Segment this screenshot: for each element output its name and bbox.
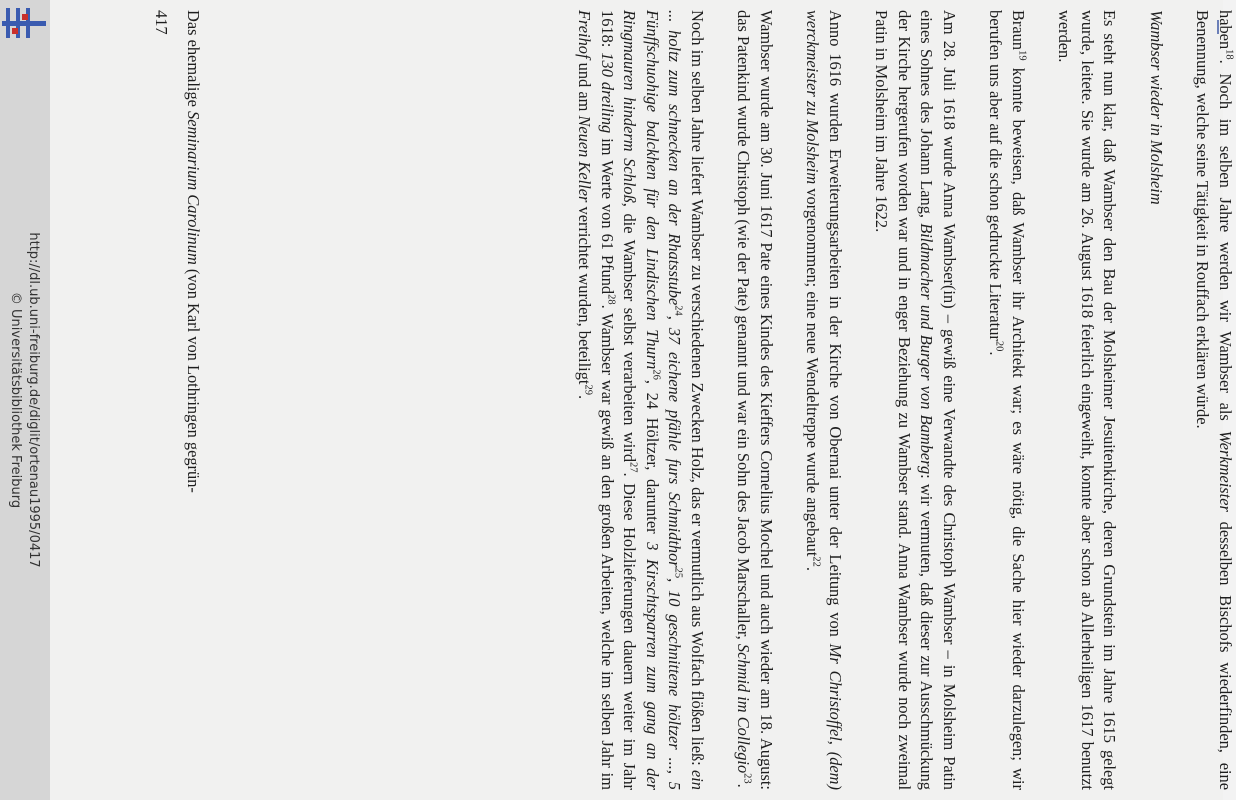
footnote-ref: 29 xyxy=(582,384,594,395)
text-segment: haben xyxy=(1216,10,1235,50)
university-logo-icon[interactable] xyxy=(2,4,46,50)
text-segment: . xyxy=(986,351,1006,356)
text-segment: Neuen Keller xyxy=(575,115,595,203)
page-number: 417 xyxy=(152,10,171,35)
text-segment: . xyxy=(803,566,823,572)
source-url[interactable]: http://dl.ub.uni-freiburg.de/diglit/ortenau1995/0417 xyxy=(26,232,41,568)
text-segment: verrichtet wurden, beteiligt xyxy=(575,202,595,385)
text-segment: . xyxy=(575,394,595,400)
footnote-ref: 25 xyxy=(672,567,684,579)
sidebar-source-text xyxy=(6,232,42,567)
text-segment: Das ehemalige xyxy=(184,10,203,112)
paragraph xyxy=(1053,10,1121,790)
footnote-ref: 28 xyxy=(605,294,617,305)
copyright-notice: © Universitätsbibliothek Freiburg xyxy=(8,291,23,509)
text-segment: . Diese Holzlieferungen dauern weiter im Jahr 1618: xyxy=(598,10,640,790)
text-segment: , 10 geschnittene höltzer ..., 5 Fünffschuohige balckhen für den Lindischen Thurn xyxy=(643,10,685,790)
text-body xyxy=(573,10,1236,790)
text-segment: . Wambser war gewiß an den großen Arbeiten, welche im selben Jahr im xyxy=(598,304,617,790)
text-segment: im Werte von 61 Pfund xyxy=(598,133,617,295)
text-segment: ein ... holtz zum schnecken an der Rhatsstube xyxy=(665,10,707,790)
text-segment: Es steht nun klar, daß Wambser den Bau der Molsheimer Jesuitenkirche, deren Grundstein im Jahre 1615 gelegt wurde, leitete. Sie wurde am 26. August 1618 feierlich eingeweiht, konnte aber schon ab Allerheiligen 1617 benutzt werden. xyxy=(1055,10,1120,790)
text-segment: , 24 Höltzer, darunter xyxy=(643,379,662,543)
text-segment: Wambser wurde am 30. Juni 1617 Pate eines Kindes des Kieffers Cornelius Mochel und auch wieder am 18. August: das Patenkind wurde Christoph (wie der Pate) genannt und war ein Sohn des Jacob Marschaller, xyxy=(734,10,776,790)
footnote-ref: 23 xyxy=(741,773,753,784)
text-segment: vorgenommen; eine neue Wendeltreppe wurde angebaut xyxy=(803,184,823,557)
text-segment: Werkmeister xyxy=(1216,430,1235,512)
paragraph xyxy=(1191,10,1236,790)
section-heading xyxy=(1145,10,1168,790)
text-segment: (von Karl von Lothringen gegrün- xyxy=(184,264,203,493)
paragraph xyxy=(984,10,1029,790)
text-segment: und am xyxy=(575,58,595,116)
text-segment: desselben Bischofs wiederfinden, eine Benennung, welche seine Tätigkeit in Rouffach erklären würde. xyxy=(1193,10,1235,790)
footnote-ref: 19 xyxy=(1016,50,1028,61)
page-content-rotated xyxy=(136,10,1236,790)
text-segment: Freihof xyxy=(575,10,595,59)
text-segment: : wir vermuten, daß dieser zur Ausschmückung der Kirche hergerufen worden war und in enger Beziehung zu Wambser stand. Anna Wambser wurde noch zweimal Patin in Molsheim im Jahre 1622. xyxy=(872,10,937,790)
text-segment: , die Wambser selbst verarbeiten wird xyxy=(620,202,640,463)
document-page xyxy=(50,0,1235,800)
text-segment: Braun xyxy=(1009,10,1028,51)
paragraph xyxy=(573,10,708,790)
footnote-ref: 27 xyxy=(627,462,639,473)
paragraph xyxy=(801,10,846,790)
footnote-ref: 18 xyxy=(1223,49,1235,60)
text-segment: Wambser wieder in Molsheim xyxy=(1147,10,1166,205)
text-segment: Schmid im Collegio xyxy=(734,643,754,774)
text-segment: Seminarium Carolinum xyxy=(184,111,203,265)
last-line xyxy=(182,10,205,790)
footnote-ref: 26 xyxy=(650,369,662,380)
text-segment: konnte beweisen, daß Wambser ihr Architekt war; es wäre nötig, die Sache hier wieder darzulegen; wir berufen uns aber auf die schon gedruckte Literatur xyxy=(986,10,1028,790)
text-segment: Anno 1616 wurden Erweiterungsarbeiten in der Kirche von Obernai unter der Leitung von xyxy=(826,10,845,644)
text-segment: 130 dreiling xyxy=(598,52,617,134)
text-segment: , 37 eichene pfähle furs Schmidthor xyxy=(665,315,685,568)
paragraph xyxy=(732,10,777,790)
footnote-ref: 20 xyxy=(993,340,1005,352)
paragraph xyxy=(870,10,960,790)
text-segment: 3 Kirschtsparren zum gang an der Ringmauren hinderm Schloß xyxy=(620,10,662,790)
footnote-ref: 24 xyxy=(672,305,684,316)
text-segment: . Noch im selben Jahre werden wir Wambser als xyxy=(1216,59,1235,431)
text-segment: Bildmacher und Burger von Bamberg xyxy=(917,223,937,475)
viewer-sidebar xyxy=(0,0,50,800)
text-segment: Mr Christoffel, (dem) werckmeister zu Molsheim xyxy=(803,10,845,790)
text-segment: . xyxy=(734,783,754,788)
text-segment: Am 28. Juli 1618 wurde Anna Wambser(in) – gewiß eine Verwandte des Christoph Wambser – in Molsheim Patin eines Sohnes des Johann Lang, xyxy=(917,10,959,790)
text-segment: Noch im selben Jahre liefert Wambser zu verschiedenen Zwecken Holz, das er vermutlich aus Wolfach flößen ließ: xyxy=(688,10,707,770)
footnote-ref: 22 xyxy=(810,556,822,567)
